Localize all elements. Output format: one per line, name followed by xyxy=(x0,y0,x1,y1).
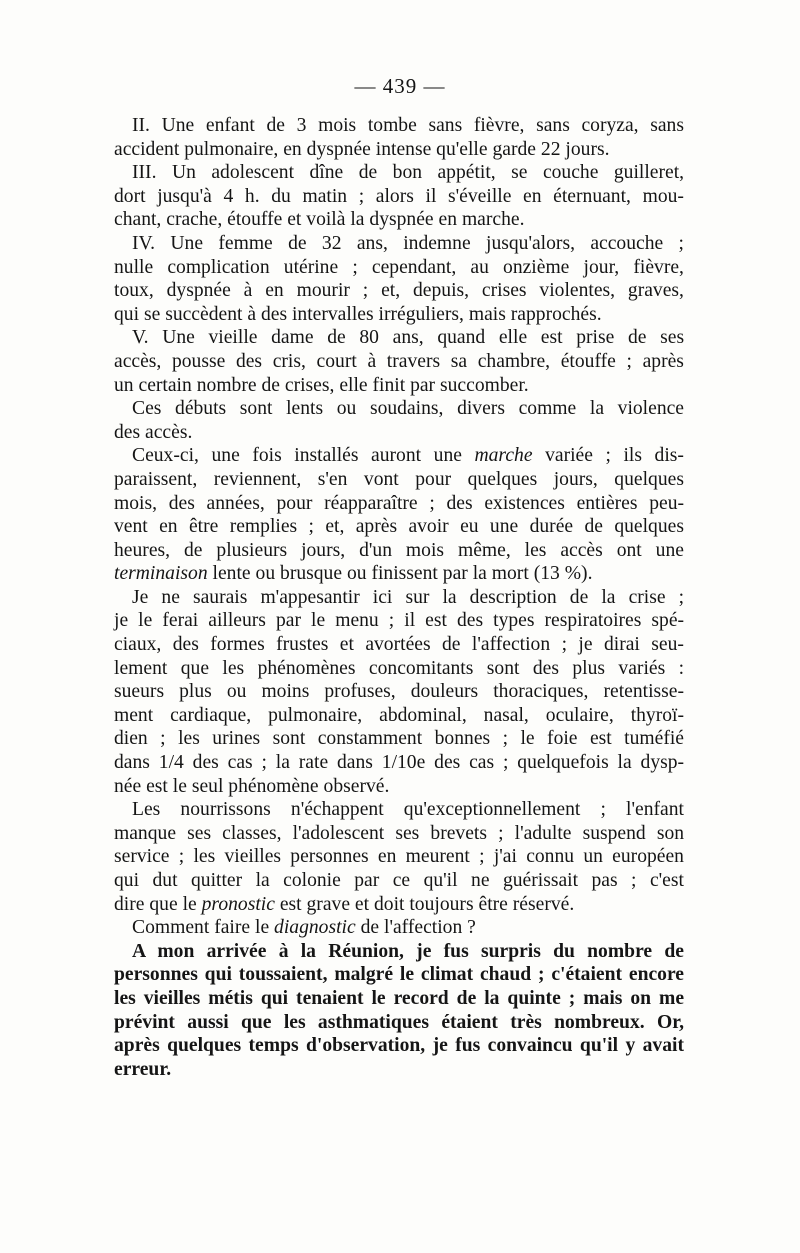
text-line: née est le seul phénomène observé. xyxy=(114,775,390,797)
text-line: V. Une vieille dame de 80 ans, quand elle est prise de ses xyxy=(132,327,685,349)
text-line: Je ne saurais m'appesantir ici sur la description de la crise ; xyxy=(132,586,685,608)
text-line: Les nourrissons n'échappent qu'exceptionnellement ; l'enfant xyxy=(132,799,684,821)
text-line: accès, pousse des cris, court à travers sa chambre, étouffe ; après xyxy=(114,350,684,372)
text-line: IV. Une femme de 32 ans, indemne jusqu'alors, accouche ; xyxy=(132,232,684,254)
text-line: nulle complication utérine ; cependant, au onzième jour, fièvre, xyxy=(114,256,684,278)
text-line: manque ses classes, l'adolescent ses brevets ; l'adulte suspend son xyxy=(114,822,685,844)
text-line: heures, de plusieurs jours, d'un mois même, les accès ont une xyxy=(114,539,684,561)
paragraph xyxy=(114,444,684,586)
text-line: lement que les phénomènes concomitants sont des plus variés : xyxy=(114,657,685,679)
paragraph xyxy=(114,326,684,397)
text-line: dort jusqu'à 4 h. du matin ; alors il s'éveille en éternuant, mou- xyxy=(114,185,684,207)
text-line: A mon arrivée à la Réunion, je fus surpris du nombre de xyxy=(132,940,684,962)
text-line: II. Une enfant de 3 mois tombe sans fièvre, sans coryza, sans xyxy=(132,115,684,136)
text-line: dans 1/4 des cas ; la rate dans 1/10e des cas ; quelquefois la dysp- xyxy=(114,752,685,774)
text-line: dire que le pronostic est grave et doit toujours être réservé. xyxy=(114,893,575,915)
text-line: vent en être remplies ; et, après avoir eu une durée de quelques xyxy=(114,516,684,538)
text-line: qui dut quitter la colonie par ce qu'il ne guérissait pas ; c'est xyxy=(114,870,684,891)
text-line: paraissent, reviennent, s'en vont pour quelques jours, quelques xyxy=(114,468,684,490)
paragraph xyxy=(114,232,684,326)
body-text xyxy=(114,114,684,1081)
text-line: je le ferai ailleurs par le menu ; il est des types respiratoires spé- xyxy=(114,610,685,632)
page-number: — 439 — xyxy=(354,74,446,98)
text-line: toux, dyspnée à en mourir ; et, depuis, crises violentes, graves, xyxy=(114,280,684,302)
text-line: Comment faire le diagnostic de l'affection ? xyxy=(132,917,476,939)
text-line: dien ; les urines sont constamment bonnes ; le foie est tuméfié xyxy=(114,728,684,750)
text-line: III. Un adolescent dîne de bon appétit, se couche guilleret, xyxy=(132,162,685,184)
text-line: qui se succèdent à des intervalles irréguliers, mais rapprochés. xyxy=(114,303,602,325)
paragraph xyxy=(114,397,684,444)
text-line: ment cardiaque, pulmonaire, abdominal, nasal, oculaire, thyroï- xyxy=(114,704,685,726)
text-line: terminaison lente ou brusque ou finissent par la mort (13 %). xyxy=(114,563,593,585)
text-line: un certain nombre de crises, elle finit par succomber. xyxy=(114,374,529,396)
text-line: ciaux, des formes frustes et avortées de l'affection ; je dirai seu- xyxy=(114,634,684,656)
paragraph xyxy=(114,916,684,940)
text-line: prévint aussi que les asthmatiques étaient très nombreux. Or, xyxy=(114,1011,685,1033)
text-line: Ces débuts sont lents ou soudains, divers comme la violence xyxy=(132,398,685,420)
paragraph xyxy=(114,114,684,161)
text-line: accident pulmonaire, en dyspnée intense qu'elle garde 22 jours. xyxy=(114,138,610,160)
text-line: des accès. xyxy=(114,421,193,443)
paragraph xyxy=(114,798,684,916)
text-line: chant, crache, étouffe et voilà la dyspnée en marche. xyxy=(114,209,525,231)
paragraph xyxy=(114,161,684,232)
text-line: erreur. xyxy=(114,1058,172,1080)
text-line: service ; les vieilles personnes en meurent ; j'ai connu un européen xyxy=(114,846,684,868)
text-line: les vieilles métis qui tenaient le record de la quinte ; mais on me xyxy=(114,987,685,1009)
text-line: mois, des années, pour réapparaître ; des existences entières peu- xyxy=(114,492,685,514)
text-line: personnes qui toussaient, malgré le climat chaud ; c'étaient encore xyxy=(114,964,685,986)
text-line: Ceux-ci, une fois installés auront une marche variée ; ils dis- xyxy=(132,445,684,467)
text-line: sueurs plus ou moins profuses, douleurs thoraciques, retentisse- xyxy=(114,681,684,703)
paragraph xyxy=(114,586,684,798)
text-line: après quelques temps d'observation, je fus convaincu qu'il y avait xyxy=(114,1035,684,1057)
paragraph xyxy=(114,940,684,1082)
